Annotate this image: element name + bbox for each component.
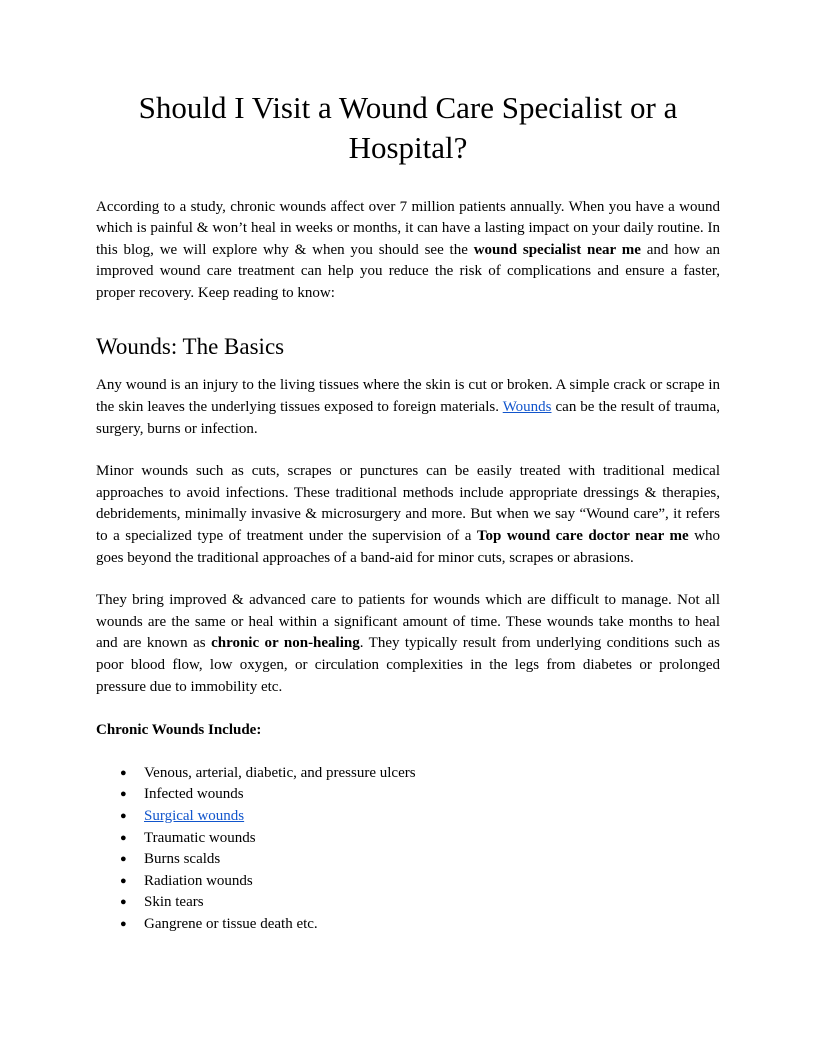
paragraph-minor-wounds	[96, 461, 720, 569]
text-run: Traumatic wounds	[144, 829, 256, 846]
paragraph-wound-definition	[96, 375, 720, 440]
list-item	[120, 871, 720, 893]
text-run: Any wound is an injury to the living tissues where the skin is cut or broken. A simple crack or scrape in the skin leaves the underlying tissues exposed to foreign materials.	[96, 377, 720, 416]
document-title: Should I Visit a Wound Care Specialist or a Hospital?	[138, 90, 678, 166]
inline-link[interactable]: Wounds	[502, 399, 552, 416]
list-item	[120, 849, 720, 871]
list-item-text	[144, 784, 720, 806]
text-run: Radiation wounds	[144, 872, 253, 889]
text-run: According to a study, chronic wounds affect over 7 million patients annually. When you have a wound which is painful & won’t heal in weeks or months, it can have a lasting impact on your daily routine. In this blog, we will explore why & when you should see the	[96, 198, 720, 258]
bullet-icon: ●	[120, 831, 127, 844]
bullet-icon: ●	[120, 853, 127, 866]
text-run: . They typically result from underlying conditions such as poor blood flow, low oxygen, or circulation complexities in the legs from diabetes or prolonged pressure due to immobility etc.	[96, 635, 721, 695]
list-heading-chronic-wounds: Chronic Wounds Include:	[96, 722, 262, 739]
text-run: Skin tears	[144, 894, 204, 911]
bullet-icon: ●	[120, 766, 127, 779]
bold-text-run: Top wound care doctor near me	[476, 528, 689, 545]
text-run: Burns scalds	[144, 851, 221, 868]
section-heading-wounds-basics: Wounds: The Basics	[96, 333, 285, 359]
bullet-icon: ●	[120, 874, 127, 887]
bold-text-run: wound specialist near me	[473, 241, 641, 258]
bullet-icon: ●	[120, 809, 127, 822]
bullet-icon: ●	[120, 917, 127, 930]
bullet-icon: ●	[120, 788, 127, 801]
list-item	[120, 763, 720, 785]
list-item-text	[144, 763, 720, 785]
bullet-list	[96, 763, 720, 936]
list-item	[120, 784, 720, 806]
text-run: Venous, arterial, diabetic, and pressure ulcers	[144, 764, 416, 781]
list-item-text	[144, 871, 720, 893]
text-run: Infected wounds	[144, 786, 244, 803]
list-item-text	[144, 892, 720, 914]
list-item-text	[144, 828, 720, 850]
list-item	[120, 806, 720, 828]
list-item	[120, 828, 720, 850]
paragraph-chronic-wounds	[96, 590, 720, 698]
inline-link[interactable]: Surgical wounds	[144, 807, 245, 824]
list-item	[120, 914, 720, 936]
text-run: Minor wounds such as cuts, scrapes or punctures can be easily treated with traditional medical approaches to avoid infections. These traditional methods include appropriate dressings & therapies, debridements, minimally invasive & microsurgery and more. But when we say “Wound care”, it refers to a specialized type of treatment under the supervision of a	[96, 463, 720, 545]
list-item-text	[144, 806, 720, 828]
text-run: who goes beyond the traditional approaches of a band-aid for minor cuts, scrapes or abrasions.	[96, 528, 720, 566]
bold-text-run: chronic or non-healing	[211, 635, 360, 652]
text-run: Gangrene or tissue death etc.	[144, 915, 318, 932]
text-run: can be the result of trauma, surgery, burns or infection.	[96, 399, 721, 437]
text-run: and how an improved wound care treatment can help you reduce the risk of complications and ensure a faster, proper recovery. Keep reading to know:	[96, 241, 720, 301]
list-item-text	[144, 914, 720, 936]
intro-paragraph	[96, 197, 720, 305]
list-item	[120, 892, 720, 914]
list-item-text	[144, 849, 720, 871]
text-run: They bring improved & advanced care to patients for wounds which are difficult to manage. Not all wounds are the same or heal within a significant amount of time. These wounds take months to heal and are known as	[96, 592, 720, 652]
bullet-icon: ●	[120, 896, 127, 909]
